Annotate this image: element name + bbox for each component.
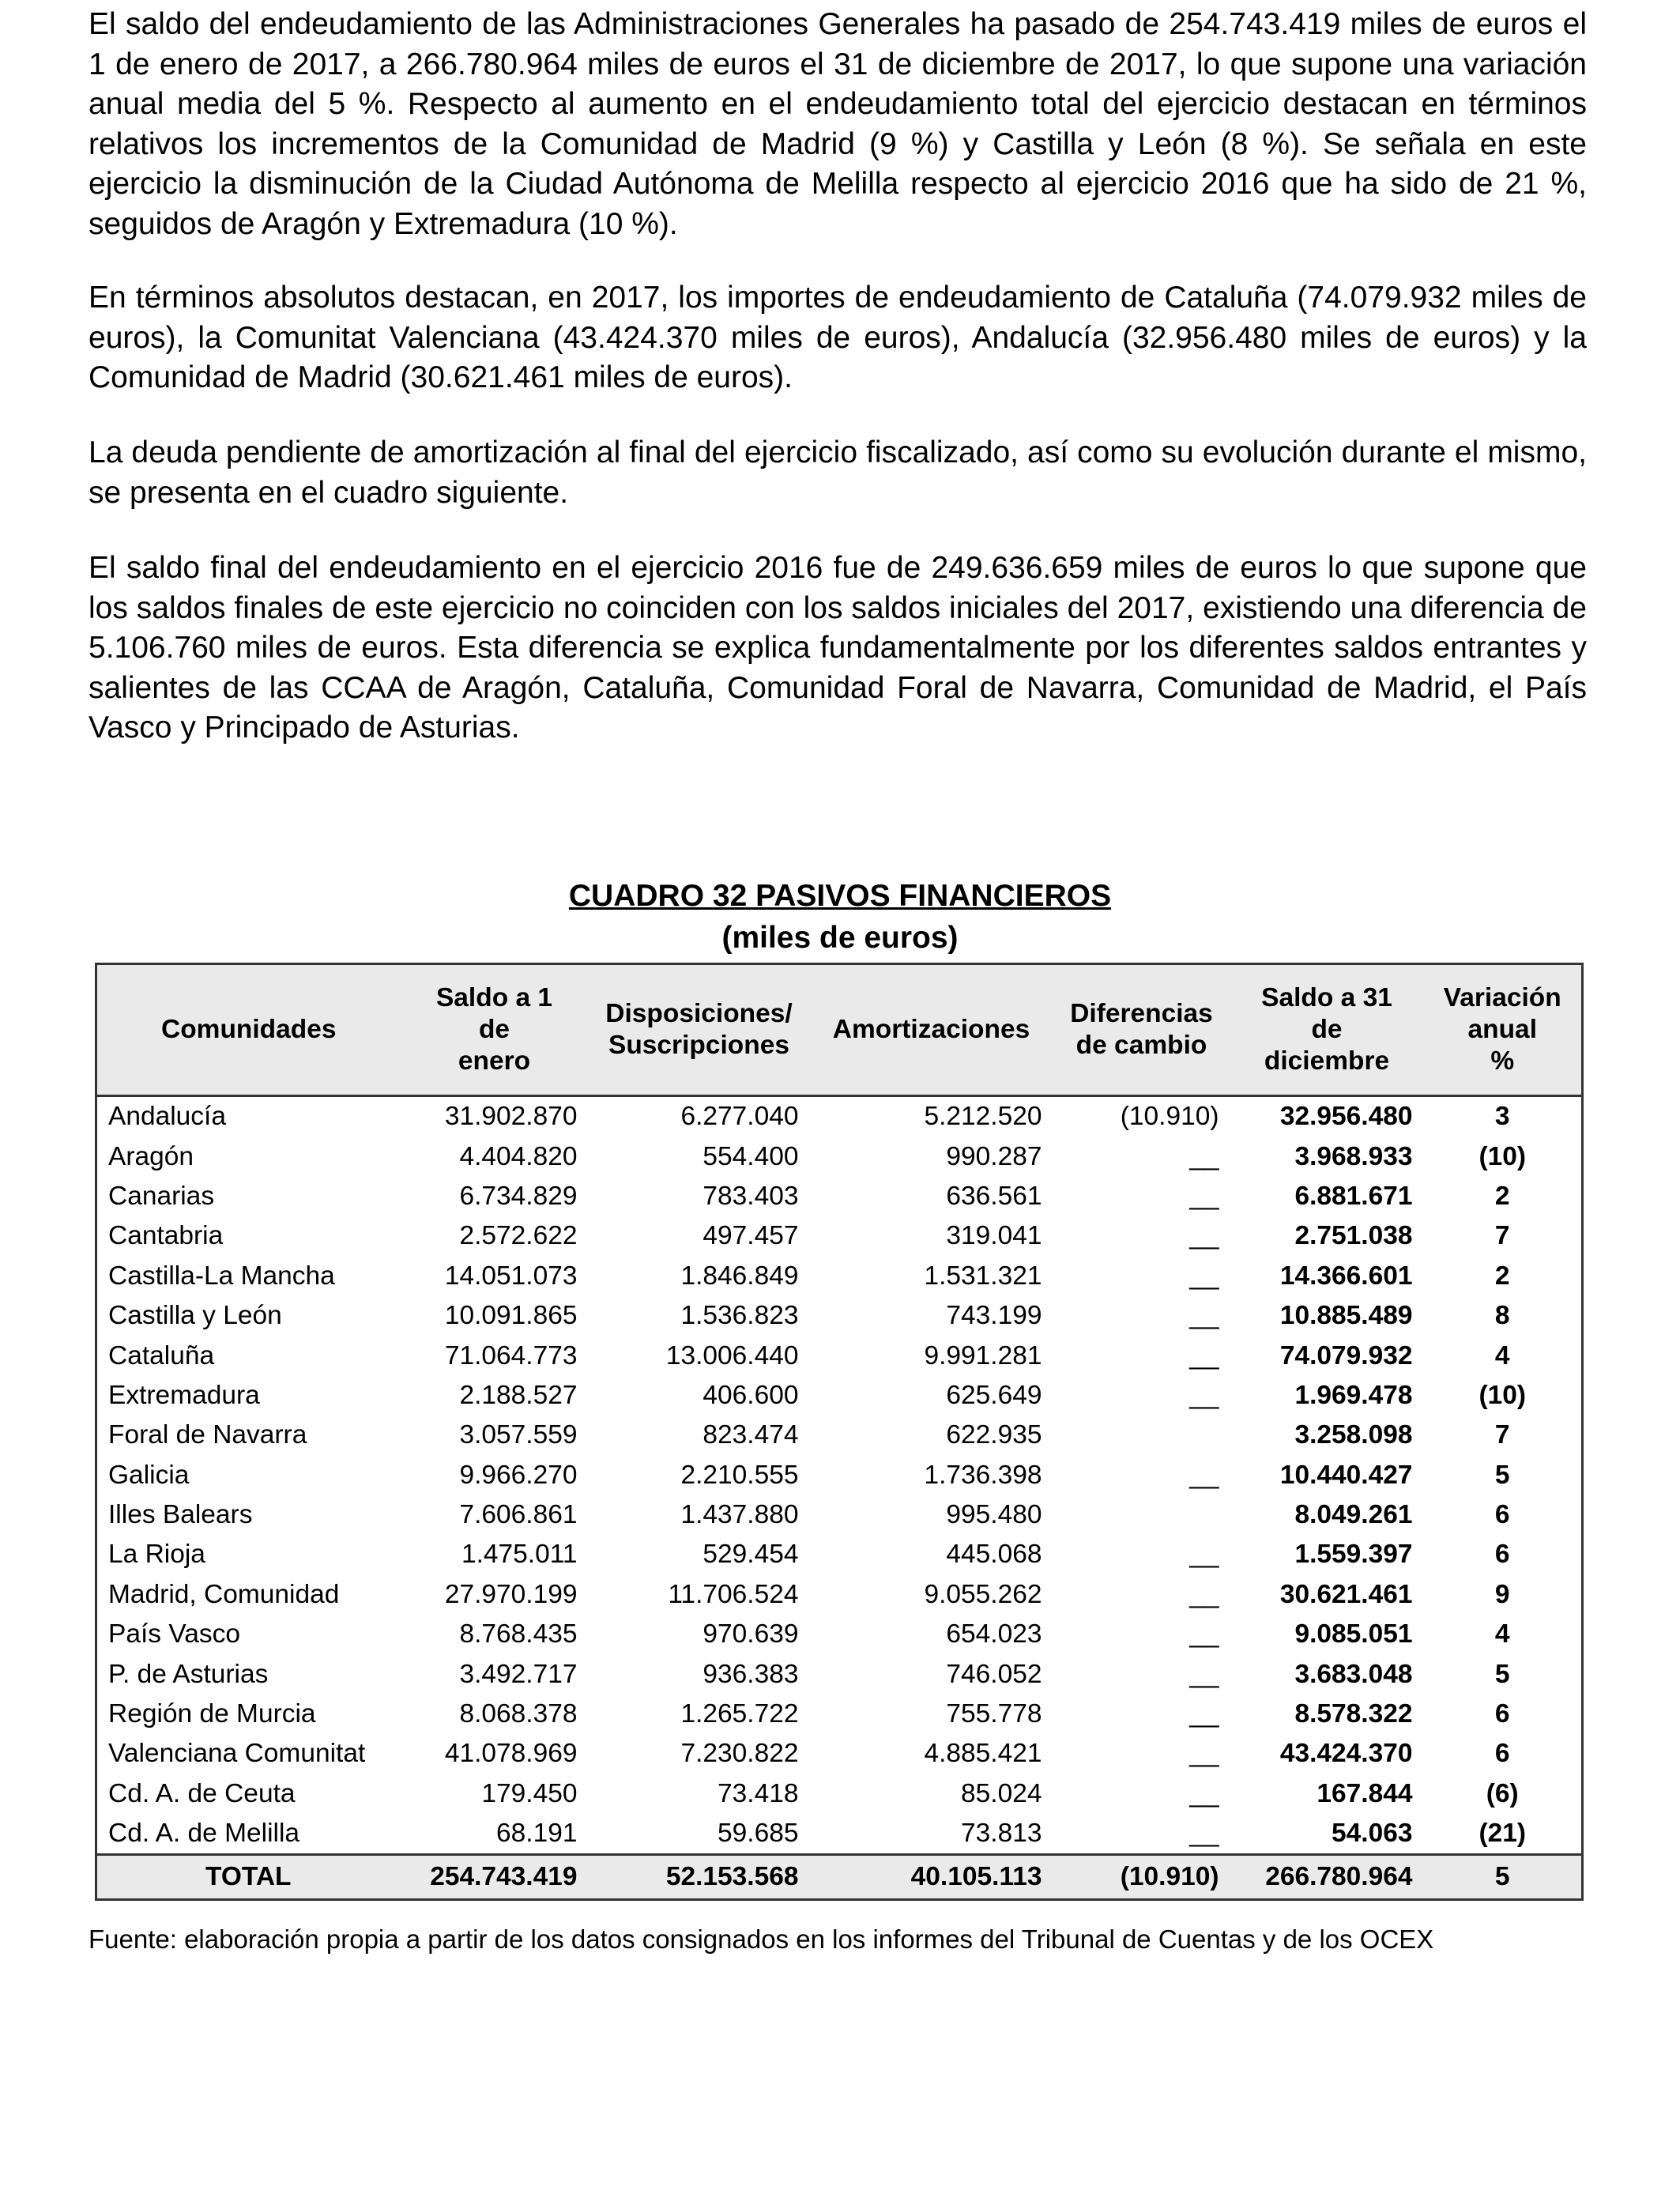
- cell-saldo-inicial: 6.734.829: [459, 1181, 578, 1211]
- cell-diferencias-cambio: __: [1189, 1221, 1219, 1251]
- cell-saldo-final: 43.424.370: [1279, 1739, 1413, 1769]
- cell-saldo-inicial: 2.572.622: [459, 1221, 578, 1251]
- cell-disposiciones: 11.706.524: [668, 1579, 799, 1609]
- cell-diferencias-cambio: __: [1189, 1540, 1219, 1570]
- table-total-row: [96, 1855, 1583, 1900]
- header-saldo-final: Saldo a 31 de diciembre: [1230, 964, 1424, 1096]
- cell-diferencias-cambio: (10.910): [1120, 1102, 1219, 1132]
- cell-disposiciones: 1.265.722: [680, 1699, 799, 1729]
- cell-amortizaciones: 995.480: [946, 1500, 1042, 1530]
- cell-saldo-inicial: 10.091.865: [444, 1301, 578, 1331]
- table-row: [96, 1376, 1583, 1416]
- cell-saldo-inicial: 14.051.073: [444, 1261, 578, 1291]
- cell-saldo-inicial: 3.492.717: [459, 1659, 578, 1689]
- cell-variacion: 5: [1494, 1460, 1510, 1490]
- cell-saldo-final: 1.559.397: [1294, 1540, 1413, 1570]
- cell-variacion: 9: [1494, 1579, 1510, 1609]
- cell-comunidad: Cd. A. de Ceuta: [108, 1778, 296, 1808]
- cell-comunidad: Castilla-La Mancha: [108, 1261, 335, 1291]
- cell-comunidad: Andalucía: [108, 1102, 226, 1132]
- source-note: Fuente: elaboración propia a partir de los datos consignados en los informes del Tribunal de Cuentas y de los OCEX: [89, 1924, 1434, 1954]
- cell-diferencias-cambio: __: [1189, 1340, 1219, 1370]
- table-row: [96, 1774, 1583, 1814]
- cell-diferencias-cambio: __: [1189, 1181, 1219, 1211]
- cell-diferencias-cambio: __: [1189, 1301, 1219, 1331]
- cell-disposiciones: 497.457: [703, 1221, 799, 1251]
- cell-amortizaciones: 85.024: [961, 1778, 1042, 1808]
- cell-disposiciones: 13.006.440: [665, 1340, 799, 1370]
- cell-comunidad: Cantabria: [108, 1221, 224, 1251]
- cell-disposiciones: 783.403: [703, 1181, 799, 1211]
- cell-diferencias-cambio: __: [1189, 1579, 1219, 1609]
- header-variacion-anual: Variación anual %: [1424, 964, 1583, 1096]
- cell-saldo-inicial: 2.188.527: [459, 1380, 578, 1410]
- cell-saldo-final: 30.621.461: [1279, 1579, 1413, 1609]
- table-row: [96, 1814, 1583, 1855]
- table-row: [96, 1296, 1583, 1336]
- cell-disposiciones: 1.846.849: [680, 1261, 799, 1291]
- cell-amortizaciones: 625.649: [946, 1380, 1042, 1410]
- paragraph-2: En términos absolutos destacan, en 2017, los importes de endeudamiento de Cataluña (74.079.932 miles de euros), la Comunitat Valenciana (43.424.370 miles de euros), Andalucía (32.956.480 miles de euros) y la Comunidad de Madrid (30.621.461 miles de euros).: [89, 281, 1587, 394]
- cell-diferencias-cambio: __: [1189, 1659, 1219, 1689]
- table-row: [96, 1575, 1583, 1615]
- header-saldo-inicial: Saldo a 1 de enero: [401, 964, 589, 1096]
- cell-amortizaciones: 9.055.262: [924, 1579, 1042, 1609]
- cell-comunidad: Extremadura: [108, 1380, 260, 1410]
- table-header-row: [96, 964, 1583, 1096]
- cell-saldo-final: 14.366.601: [1279, 1261, 1413, 1291]
- cell-variacion: (10): [1478, 1141, 1527, 1171]
- table-row: [96, 1654, 1583, 1694]
- cell-saldo-final: 9.085.051: [1294, 1619, 1413, 1649]
- total-diferencias-cambio: (10.910): [1053, 1855, 1230, 1900]
- cell-disposiciones: 554.400: [703, 1141, 799, 1171]
- cell-comunidad: Foral de Navarra: [108, 1420, 307, 1450]
- total-saldo-inicial: 254.743.419: [401, 1855, 589, 1900]
- cell-diferencias-cambio: __: [1189, 1619, 1219, 1649]
- table-row: [96, 1695, 1583, 1734]
- cell-saldo-final: 3.258.098: [1294, 1420, 1413, 1450]
- total-amortizaciones: 40.105.113: [810, 1855, 1053, 1900]
- cell-disposiciones: 6.277.040: [680, 1102, 799, 1132]
- table-row: [96, 1615, 1583, 1654]
- pasivos-financieros-table: [95, 963, 1584, 1901]
- cell-diferencias-cambio: [1053, 1495, 1230, 1535]
- cell-diferencias-cambio: __: [1189, 1819, 1219, 1849]
- cell-saldo-final: 167.844: [1317, 1778, 1413, 1808]
- cell-amortizaciones: 755.778: [946, 1699, 1042, 1729]
- cell-saldo-inicial: 4.404.820: [459, 1141, 578, 1171]
- cell-saldo-final: 74.079.932: [1279, 1340, 1413, 1370]
- cell-amortizaciones: 9.991.281: [924, 1340, 1042, 1370]
- cell-saldo-final: 8.049.261: [1294, 1500, 1413, 1530]
- cell-amortizaciones: 1.736.398: [924, 1460, 1042, 1490]
- total-saldo-final: 266.780.964: [1230, 1855, 1424, 1900]
- cell-saldo-inicial: 27.970.199: [444, 1579, 578, 1609]
- cell-variacion: 4: [1494, 1340, 1510, 1370]
- cell-saldo-final: 2.751.038: [1294, 1221, 1413, 1251]
- cell-amortizaciones: 622.935: [946, 1420, 1042, 1450]
- cell-diferencias-cambio: __: [1189, 1778, 1219, 1808]
- cell-amortizaciones: 1.531.321: [924, 1261, 1042, 1291]
- cell-disposiciones: 1.437.880: [680, 1500, 799, 1530]
- cell-variacion: 2: [1494, 1261, 1510, 1291]
- total-label: TOTAL: [96, 1855, 401, 1900]
- cell-amortizaciones: 654.023: [946, 1619, 1042, 1649]
- cell-variacion: 7: [1494, 1221, 1510, 1251]
- cell-saldo-inicial: 8.768.435: [459, 1619, 578, 1649]
- cell-saldo-final: 54.063: [1332, 1819, 1413, 1849]
- paragraph-3: La deuda pendiente de amortización al final del ejercicio fiscalizado, así como su evolución durante el mismo, se presenta en el cuadro siguiente.: [89, 435, 1587, 510]
- cell-variacion: 5: [1494, 1659, 1510, 1689]
- cell-disposiciones: 406.600: [703, 1380, 799, 1410]
- cell-saldo-final: 3.683.048: [1294, 1659, 1413, 1689]
- cell-variacion: 8: [1494, 1301, 1510, 1331]
- cell-variacion: (6): [1486, 1778, 1519, 1808]
- cell-amortizaciones: 743.199: [946, 1301, 1042, 1331]
- total-disposiciones: 52.153.568: [589, 1855, 810, 1900]
- table-container: [95, 963, 1581, 1901]
- table-row: [96, 1734, 1583, 1774]
- cell-variacion: 6: [1494, 1699, 1510, 1729]
- cell-saldo-final: 10.440.427: [1279, 1460, 1413, 1490]
- table-row: [96, 1456, 1583, 1495]
- cell-disposiciones: 73.418: [718, 1778, 799, 1808]
- table-row: [96, 1177, 1583, 1216]
- cell-saldo-inicial: 68.191: [496, 1819, 578, 1849]
- table-row: [96, 1535, 1583, 1574]
- cell-saldo-final: 8.578.322: [1294, 1699, 1413, 1729]
- cell-variacion: 3: [1494, 1102, 1510, 1132]
- paragraph-1: El saldo del endeudamiento de las Administraciones Generales ha pasado de 254.743.419 miles de euros el 1 de enero de 2017, a 266.780.964 miles de euros el 31 de diciembre de 2017, lo que supone una variación anual media del 5 %. Respecto al aumento en el endeudamiento total del ejercicio destacan en términos relativos los incrementos de la Comunidad de Madrid (9 %) y Castilla y León (8 %). Se señala en este ejercicio la disminución de la Ciudad Autónoma de Melilla respecto al ejercicio 2016 que ha sido de 21 %, seguidos de Aragón y Extremadura (10 %).: [89, 7, 1587, 241]
- cell-variacion: 4: [1494, 1619, 1510, 1649]
- cell-variacion: 6: [1494, 1739, 1510, 1769]
- cell-amortizaciones: 990.287: [946, 1141, 1042, 1171]
- cell-diferencias-cambio: [1053, 1416, 1230, 1455]
- cell-saldo-final: 10.885.489: [1279, 1301, 1413, 1331]
- cell-variacion: (10): [1478, 1380, 1527, 1410]
- cell-comunidad: Madrid, Comunidad: [108, 1579, 340, 1609]
- cell-diferencias-cambio: __: [1189, 1460, 1219, 1490]
- total-variacion: 5: [1424, 1855, 1583, 1900]
- table-row: [96, 1216, 1583, 1256]
- cell-diferencias-cambio: __: [1189, 1739, 1219, 1769]
- cell-disposiciones: 970.639: [703, 1619, 799, 1649]
- cell-disposiciones: 7.230.822: [680, 1739, 799, 1769]
- cell-amortizaciones: 445.068: [946, 1540, 1042, 1570]
- table-row: [96, 1096, 1583, 1137]
- cell-saldo-inicial: 9.966.270: [459, 1460, 578, 1490]
- cell-comunidad: Canarias: [108, 1181, 215, 1211]
- table-row: [96, 1495, 1583, 1535]
- table-title: CUADRO 32 PASIVOS FINANCIEROS: [568, 879, 1112, 913]
- cell-saldo-inicial: 41.078.969: [444, 1739, 578, 1769]
- cell-comunidad: Valenciana Comunitat: [108, 1739, 366, 1769]
- table-row: [96, 1336, 1583, 1375]
- cell-comunidad: Región de Murcia: [108, 1699, 316, 1729]
- cell-variacion: 6: [1494, 1540, 1510, 1570]
- cell-comunidad: Cd. A. de Melilla: [108, 1819, 300, 1849]
- cell-variacion: 6: [1494, 1500, 1510, 1530]
- cell-saldo-inicial: 8.068.378: [459, 1699, 578, 1729]
- cell-saldo-final: 6.881.671: [1294, 1181, 1413, 1211]
- cell-saldo-inicial: 31.902.870: [444, 1102, 578, 1132]
- cell-disposiciones: 2.210.555: [680, 1460, 799, 1490]
- cell-disposiciones: 529.454: [703, 1540, 799, 1570]
- cell-amortizaciones: 746.052: [946, 1659, 1042, 1689]
- cell-comunidad: Cataluña: [108, 1340, 215, 1370]
- header-amortizaciones: Amortizaciones: [810, 964, 1053, 1096]
- cell-saldo-inicial: 3.057.559: [459, 1420, 578, 1450]
- cell-comunidad: Galicia: [108, 1460, 190, 1490]
- cell-amortizaciones: 73.813: [961, 1819, 1042, 1849]
- cell-comunidad: País Vasco: [108, 1619, 240, 1649]
- cell-saldo-final: 1.969.478: [1294, 1380, 1413, 1410]
- header-diferencias-cambio: Diferencias de cambio: [1053, 964, 1230, 1096]
- paragraph-4: El saldo final del endeudamiento en el ejercicio 2016 fue de 249.636.659 miles de euros lo que supone que los saldos finales de este ejercicio no coinciden con los saldos iniciales del 2017, existiendo una diferencia de 5.106.760 miles de euros. Esta diferencia se explica fundamentalmente por los diferentes saldos entrantes y salientes de las CCAA de Aragón, Cataluña, Comunidad Foral de Navarra, Comunidad de Madrid, el País Vasco y Principado de Asturias.: [89, 551, 1587, 745]
- cell-disposiciones: 59.685: [718, 1819, 799, 1849]
- table-row: [96, 1257, 1583, 1296]
- cell-diferencias-cambio: __: [1189, 1141, 1219, 1171]
- cell-saldo-final: 3.968.933: [1294, 1141, 1413, 1171]
- cell-disposiciones: 936.383: [703, 1659, 799, 1689]
- cell-saldo-inicial: 179.450: [481, 1778, 578, 1808]
- cell-variacion: (21): [1478, 1819, 1527, 1849]
- header-comunidades: Comunidades: [96, 964, 401, 1096]
- cell-diferencias-cambio: __: [1189, 1380, 1219, 1410]
- cell-variacion: 2: [1494, 1181, 1510, 1211]
- cell-comunidad: La Rioja: [108, 1540, 205, 1570]
- header-disposiciones: Disposiciones/ Suscripciones: [589, 964, 810, 1096]
- cell-saldo-inicial: 1.475.011: [461, 1540, 578, 1570]
- cell-amortizaciones: 5.212.520: [924, 1102, 1042, 1132]
- cell-saldo-final: 32.956.480: [1279, 1102, 1413, 1132]
- cell-diferencias-cambio: __: [1189, 1699, 1219, 1729]
- cell-amortizaciones: 636.561: [946, 1181, 1042, 1211]
- table-row: [96, 1416, 1583, 1455]
- cell-comunidad: Aragón: [108, 1141, 194, 1171]
- cell-comunidad: P. de Asturias: [108, 1659, 269, 1689]
- cell-diferencias-cambio: __: [1189, 1261, 1219, 1291]
- cell-comunidad: Illes Balears: [108, 1500, 253, 1530]
- cell-disposiciones: 1.536.823: [680, 1301, 799, 1331]
- cell-amortizaciones: 4.885.421: [924, 1739, 1042, 1769]
- cell-disposiciones: 823.474: [703, 1420, 799, 1450]
- cell-saldo-inicial: 71.064.773: [444, 1340, 578, 1370]
- cell-saldo-inicial: 7.606.861: [459, 1500, 578, 1530]
- cell-amortizaciones: 319.041: [946, 1221, 1042, 1251]
- cell-comunidad: Castilla y León: [108, 1301, 282, 1331]
- table-row: [96, 1137, 1583, 1176]
- table-subtitle: (miles de euros): [721, 921, 959, 955]
- cell-variacion: 7: [1494, 1420, 1510, 1450]
